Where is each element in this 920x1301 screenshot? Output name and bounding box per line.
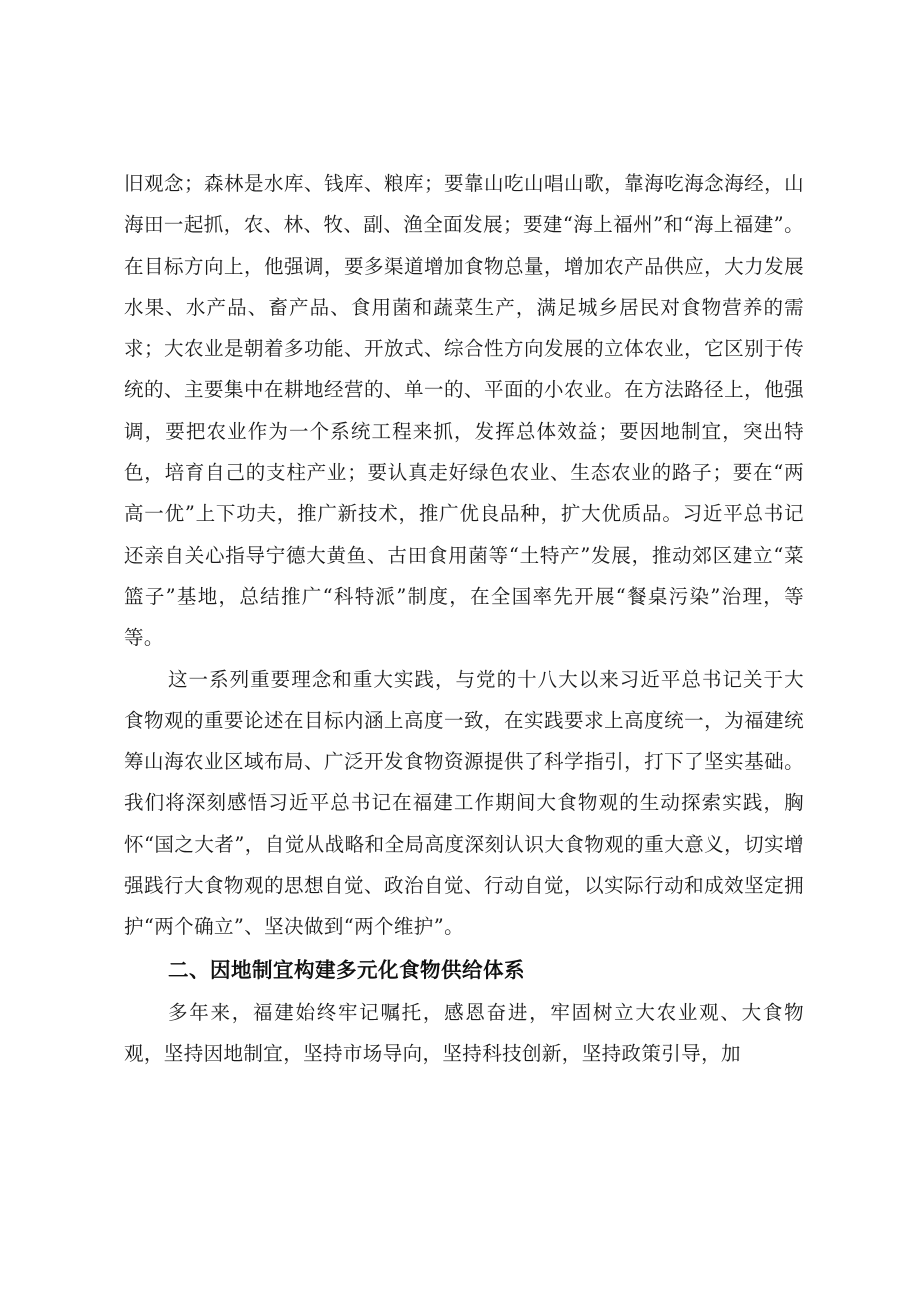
body-paragraph-2: 这一系列重要理念和重大实践，与党的十八大以来习近平总书记关于大食物观的重要论述在目标内涵上高度一致，在实践要求上高度统一，为福建统筹山海农业区域布局、广泛开发食物资源提供了科学指引，打下了坚实基础。我们将深刻感悟习近平总书记在福建工作期间大食物观的生动探索实践，胸怀“国之大者”，自觉从战略和全局高度深刻认识大食物观的重大意义，切实增强践行大食物观的思想自觉、政治自觉、行动自觉，以实际行动和成效坚定拥护“两个确立”、坚决做到“两个维护”。 xyxy=(124,667,804,939)
body-paragraph-3: 多年来，福建始终牢记嘱托，感恩奋进，牢固树立大农业观、大食物观，坚持因地制宜，坚持市场导向，坚持科技创新，坚持政策引导，加 xyxy=(124,1000,804,1065)
section-heading: 二、因地制宜构建多元化食物供给体系 xyxy=(168,957,525,982)
document-page xyxy=(124,163,804,1074)
body-paragraph-1: 旧观念；森林是水库、钱库、粮库；要靠山吃山唱山歌，靠海吃海念海经，山海田一起抓，农、林、牧、副、渔全面发展；要建“海上福州”和“海上福建”。在目标方向上，他强调，要多渠道增加食物总量，增加农产品供应，大力发展水果、水产品、畜产品、食用菌和蔬菜生产，满足城乡居民对食物营养的需求；大农业是朝着多功能、开放式、综合性方向发展的立体农业，它区别于传统的、主要集中在耕地经营的、单一的、平面的小农业。在方法路径上，他强调，要把农业作为一个系统工程来抓，发挥总体效益；要因地制宜，突出特色，培育自己的支柱产业；要认真走好绿色农业、生态农业的路子；要在“两高一优”上下功夫，推广新技术，推广优良品种，扩大优质品。习近平总书记还亲自关心指导宁德大黄鱼、古田食用菌等“土特产”发展，推动郊区建立“菜篮子”基地，总结推广“科特派”制度，在全国率先开展“餐桌污染”治理，等等。 xyxy=(124,172,804,650)
